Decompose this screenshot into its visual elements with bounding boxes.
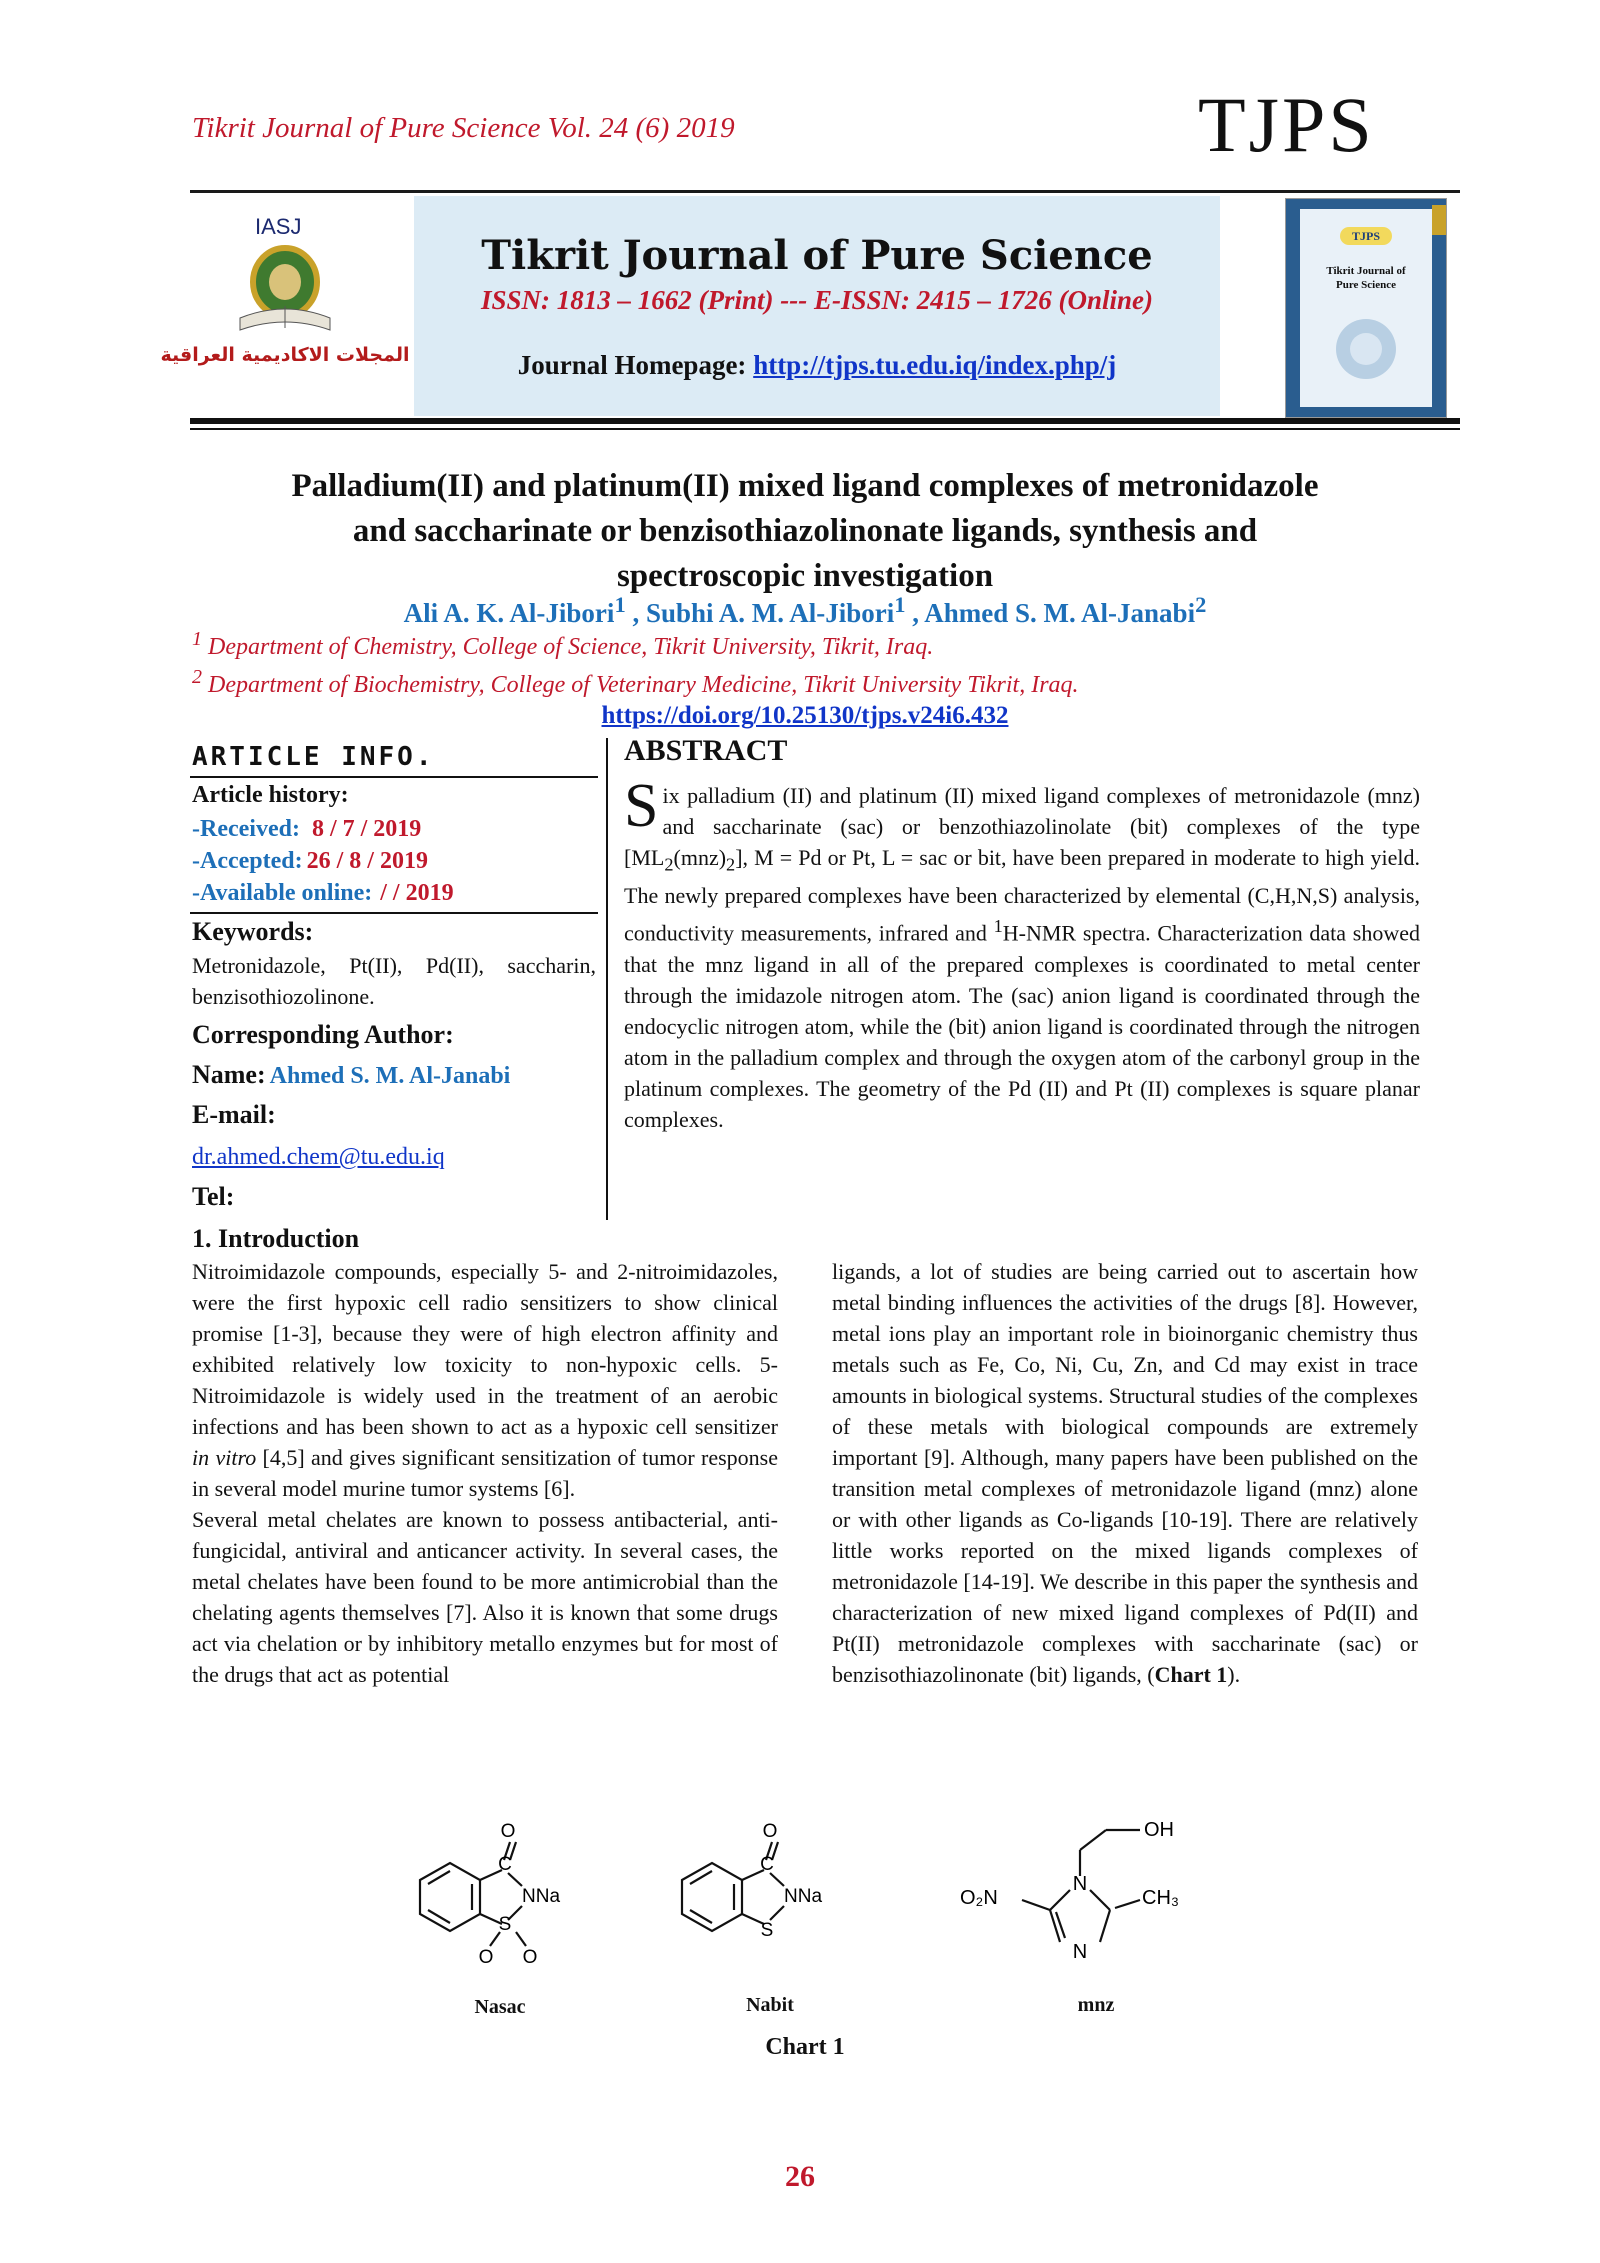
- article-title: [190, 464, 1420, 599]
- available-row: [192, 880, 454, 907]
- cover-art-icon: [1320, 309, 1412, 389]
- iasj-logo: [160, 214, 410, 384]
- intro-italic: in vitro: [192, 1445, 257, 1470]
- keywords-text: Metronidazole, Pt(II), Pd(II), saccharin, benzisothiozolinone.: [192, 953, 596, 1009]
- intro-text: Nitroimidazole compounds, especially 5- and 2-nitroimidazoles, were the first hypoxic cell radio sensitizers to show clinical promise [1-3], because they were of high electron affinity and exhibited relatively low toxicity to non-hypoxic cells. 5-Nitroimidazole is widely used in the treatment of an aerobic infections and has been shown to act as a hypoxic cell sensitizer: [192, 1259, 778, 1439]
- email-label: E-mail:: [192, 1100, 276, 1129]
- atom-label: NNa: [784, 1886, 823, 1907]
- abstract-sub: 2: [664, 854, 674, 875]
- homepage-label: Journal Homepage:: [517, 350, 754, 380]
- info-rule: [190, 776, 598, 778]
- abstract-part: ], M = Pd or Pt, L = sac or bit, have been prepared in moderate to high yield. The newly prepared complexes have been characterized by elemental (C,H,N,S) analysis, conductivity measurements, infrared and: [624, 845, 1420, 946]
- header-rule: [190, 190, 1460, 193]
- abstract-text: [624, 772, 1420, 1135]
- chart-caption: Chart 1: [765, 2034, 845, 2060]
- atom-label: N: [1072, 1941, 1088, 1963]
- banner-rule-thick: [190, 418, 1460, 424]
- abstract-sup: 1: [993, 916, 1003, 937]
- author-sup: 2: [1195, 592, 1207, 617]
- available-value: / / 2019: [380, 880, 454, 906]
- author-sup: 1: [894, 592, 906, 617]
- atom-label: O₂N: [960, 1887, 998, 1909]
- title-line-1: Palladium(II) and platinum(II) mixed ligand complexes of metronidazole: [291, 468, 1319, 504]
- affiliation-sup: 1: [192, 628, 202, 650]
- intro-text: ligands, a lot of studies are being carried out to ascertain how metal binding influences the activities of the drugs [8]. However, metal ions play an important role in bioinorganic chemistry thus metals such as Fe, Co, Ni, Cu, Zn, and Cd may exist in trace amounts in biological systems. Structural studies of the complexes of these metals with biological compounds are extremely important [9]. Although, many papers have been published on the transition metal complexes of metronidazole ligand (mnz) alone or with other ligands as Co-ligands [10-19]. There are relatively little works reported on the mixed ligands complexes of metronidazole [14-19]. We describe in this paper the synthesis and characterization of new mixed ligand complexes of Pd(II) and Pt(II) metronidazole complexes with saccharinate (sac) or benzisothiazolinonate (bit) ligands, (: [832, 1259, 1418, 1687]
- abstract-heading: ABSTRACT: [624, 734, 788, 767]
- affiliation-sup: 2: [192, 666, 202, 688]
- affiliation-text: Department of Biochemistry, College of Veterinary Medicine, Tikrit University Tikrit, Iraq.: [202, 672, 1079, 698]
- name-row: [192, 1060, 510, 1090]
- cover-title-line-1: Tikrit Journal of: [1326, 265, 1406, 277]
- intro-paragraph-2: Several metal chelates are known to possess antibacterial, anti-fungicidal, antiviral and anticancer activity. In several cases, the metal chelates have been found to be more antimicrobial than the chelating agents themselves [7]. Also it is known that some drugs act via chelation or by inhibitory metallo enzymes but for most of the drugs that act as potential: [192, 1507, 778, 1687]
- atom-label: NNa: [522, 1886, 561, 1907]
- corresponding-label: Corresponding Author:: [192, 1020, 454, 1049]
- accepted-value: 26 / 8 / 2019: [306, 848, 428, 874]
- atom-label: C: [498, 1854, 512, 1875]
- author-sup: 1: [614, 592, 626, 617]
- abstract-dropcap: S: [624, 772, 659, 840]
- name-value: Ahmed S. M. Al-Janabi: [269, 1063, 511, 1089]
- abstract-part: H-NMR spectra. Characterization data showed that the mnz ligand in all of the prepared complexes is coordinated to metal center through the imidazole nitrogen atom. The (sac) anion ligand is coordinated through the endocyclic nitrogen atom, while the (bit) anion ligand is coordinated through the nitrogen atom in the palladium complex and through the oxygen atom of the carbonyl group in the platinum complexes. The geometry of the Pd (II) and Pt (II) complexes is square planar complexes.: [624, 920, 1420, 1132]
- keywords-label: Keywords:: [192, 917, 314, 946]
- atom-label: S: [498, 1914, 512, 1935]
- nabit-label: Nabit: [746, 1994, 794, 2016]
- homepage-link[interactable]: http://tjps.tu.edu.iq/index.php/j: [753, 350, 1117, 380]
- atom-label: OH: [1144, 1819, 1174, 1841]
- title-line-3: spectroscopic investigation: [616, 558, 994, 594]
- journal-homepage: [414, 350, 1220, 381]
- title-line-2: and saccharinate or benzisothiazolinonate ligands, synthesis and: [352, 513, 1258, 549]
- atom-label: S: [760, 1920, 774, 1941]
- author-list: [190, 592, 1420, 629]
- iasj-arabic-text: المجلات الاكاديمية العراقية: [160, 344, 410, 366]
- nasac-label: Nasac: [474, 1996, 526, 2018]
- affiliation-2: [192, 666, 1432, 699]
- intro-heading: 1. Introduction: [192, 1224, 360, 1253]
- intro-paragraph-1: [192, 1256, 778, 1504]
- atom-label: CH₃: [1142, 1887, 1180, 1909]
- atom-label: N: [1072, 1873, 1088, 1895]
- name-label: Name:: [192, 1060, 266, 1089]
- iasj-logo-text: IASJ: [255, 214, 302, 239]
- nasac-structure: [390, 1820, 590, 1980]
- chart-ref: Chart 1: [1154, 1662, 1228, 1687]
- intro-column-1: [192, 1256, 778, 1690]
- info-rule: [190, 912, 598, 914]
- journal-cover-image: [1285, 198, 1447, 418]
- running-title: Tikrit Journal of Pure Science Vol. 24 (6) 2019: [192, 112, 735, 144]
- banner-rule-thin: [190, 428, 1460, 430]
- author-name: Ali A. K. Al-Jibori: [403, 598, 615, 628]
- page-number: 26: [785, 2160, 815, 2193]
- received-value: 8 / 7 / 2019: [311, 816, 422, 842]
- atom-label: O: [500, 1821, 516, 1842]
- received-row: [192, 816, 421, 843]
- affiliation-text: Department of Chemistry, College of Science, Tikrit University, Tikrit, Iraq.: [202, 634, 934, 660]
- abstract-part: (mnz): [673, 845, 727, 870]
- email-link[interactable]: dr.ahmed.chem@tu.edu.iq: [192, 1144, 445, 1170]
- journal-name: Tikrit Journal of Pure Science: [481, 232, 1153, 279]
- cover-title-line-2: Pure Science: [1336, 279, 1396, 291]
- available-label: -Available online:: [192, 880, 373, 906]
- author-name: , Ahmed S. M. Al-Janabi: [905, 598, 1196, 628]
- tel-label: Tel:: [192, 1182, 235, 1211]
- doi-link[interactable]: https://doi.org/10.25130/tjps.v24i6.432: [601, 702, 1009, 729]
- abstract-part: ix palladium (II) and platinum (II) mixed ligand complexes of metronidazole (mnz) and saccharinate (sac) or benzothiazolinolate (bit) complexes of the type [ML: [624, 783, 1420, 870]
- article-info-heading: ARTICLE INFO.: [192, 742, 435, 772]
- accepted-label: -Accepted:: [192, 848, 303, 874]
- atom-label: C: [760, 1854, 774, 1875]
- intro-text: ).: [1227, 1662, 1241, 1687]
- abstract-sub: 2: [726, 854, 736, 875]
- intro-text: [4,5] and gives significant sensitization of tumor response in several model murine tumor systems [6].: [192, 1445, 778, 1501]
- cover-badge: TJPS: [1340, 227, 1392, 245]
- history-label: Article history:: [192, 782, 349, 808]
- received-label: -Received:: [192, 816, 300, 842]
- info-divider: [606, 738, 608, 1220]
- affiliation-1: [192, 628, 1432, 661]
- intro-column-2: [832, 1256, 1418, 1690]
- issn-line: ISSN: 1813 – 1662 (Print) --- E-ISSN: 2415 – 1726 (Online): [480, 285, 1154, 315]
- iasj-emblem-icon: [230, 240, 340, 340]
- atom-label: O: [478, 1947, 494, 1968]
- nabit-structure: [662, 1820, 862, 1960]
- atom-label: O: [762, 1821, 778, 1842]
- mnz-structure: [950, 1800, 1230, 1980]
- cover-emblem: [1432, 205, 1446, 235]
- accepted-row: [192, 848, 428, 875]
- mnz-label: mnz: [1077, 1994, 1115, 2016]
- author-name: , Subhi A. M. Al-Jibori: [625, 598, 895, 628]
- tjps-brand: TJPS: [1198, 81, 1375, 168]
- atom-label: O: [522, 1947, 538, 1968]
